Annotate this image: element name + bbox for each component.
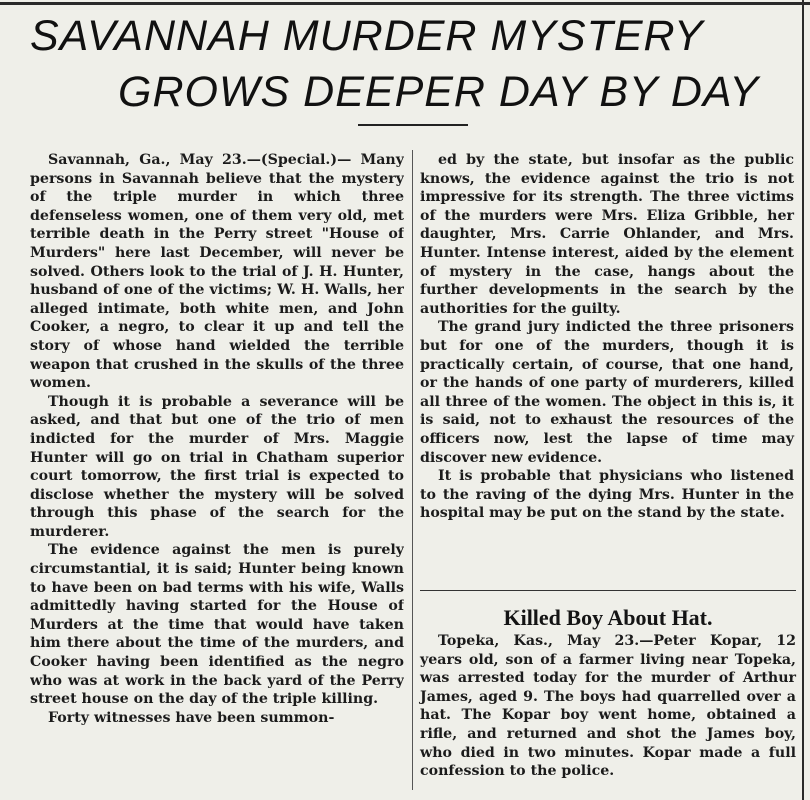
right-rule (802, 0, 804, 800)
brief-body (420, 632, 796, 781)
article-column-right (420, 151, 794, 523)
article-paragraph: Forty witnesses have been summon- (48, 709, 335, 726)
article-paragraph: The grand jury indicted the three prisoners but for one of the murders, though it is practically certain, of course, that one hand, or the hands of one party of murderers, killed all three of the women. The object in this is, it is said, not to exhaust the resources of the officers now, lest the lapse of time may discover new evidence. (420, 319, 794, 466)
brief-title: Killed Boy About Hat. (503, 605, 713, 630)
headline-line-2: GROWS DEEPER DAY BY DAY (118, 68, 760, 116)
article-column-left (30, 151, 404, 791)
article-paragraph: The evidence against the men is purely circumstantial, it is said; Hunter being known to have been on bad terms with his wife, Walls admittedly having started for the House of Murders at the time that would have taken him there about the time of the murders, and Cooker having been identified as the negro who was at work in the back yard of the Perry street house on the day of the triple killing. (30, 542, 404, 708)
article-paragraph: Savannah, Ga., May 23.—(Special.)— Many persons in Savannah believe that the mystery of the triple murder in which three defenseless women, one of them very old, met terrible death in the Perry street "House of Murders" here last December, will never be solved. Others look to the trial of J. H. Hunter, husband of one of the victims; W. H. Walls, her alleged intimate, both white men, and John Cooker, a negro, to clear it up and tell the story of whose hand wielded the terrible weapon that crushed in the skulls of the three women. (30, 152, 404, 392)
column-divider (412, 150, 413, 790)
top-rule (0, 2, 810, 5)
brief-paragraph: Topeka, Kas., May 23.—Peter Kopar, 12 years old, son of a farmer living near Topeka, was arrested today for the murder of Arthur James, aged 9. The boys had quarrelled over a hat. The Kopar boy went home, obtained a rifle, and returned and shot the James boy, who died in two minutes. Kopar made a full confession to the police. (420, 633, 796, 780)
brief-divider (420, 590, 796, 591)
article-paragraph: ed by the state, but insofar as the public knows, the evidence against the trio is not impressive for its strength. The three victims of the murders were Mrs. Eliza Gribble, her daughter, Mrs. Carrie Ohlander, and Mrs. Hunter. Intense interest, aided by the element of mystery in the case, hangs about the further developments in the search by the authorities for the guilty. (420, 152, 794, 317)
headline-line-1: SAVANNAH MURDER MYSTERY (30, 12, 704, 60)
article-paragraph: Though it is probable a severance will be asked, and that but one of the trio of men indicted for the murder of Mrs. Maggie Hunter will go on trial in Chatham superior court tomorrow, the first trial is expected to disclose whether the mystery will be solved through this phase of the search for the murderer. (30, 393, 404, 540)
headline-divider (358, 124, 468, 126)
article-paragraph: It is probable that physicians who listened to the raving of the dying Mrs. Hunter in the hospital may be put on the stand by the state. (420, 468, 794, 522)
